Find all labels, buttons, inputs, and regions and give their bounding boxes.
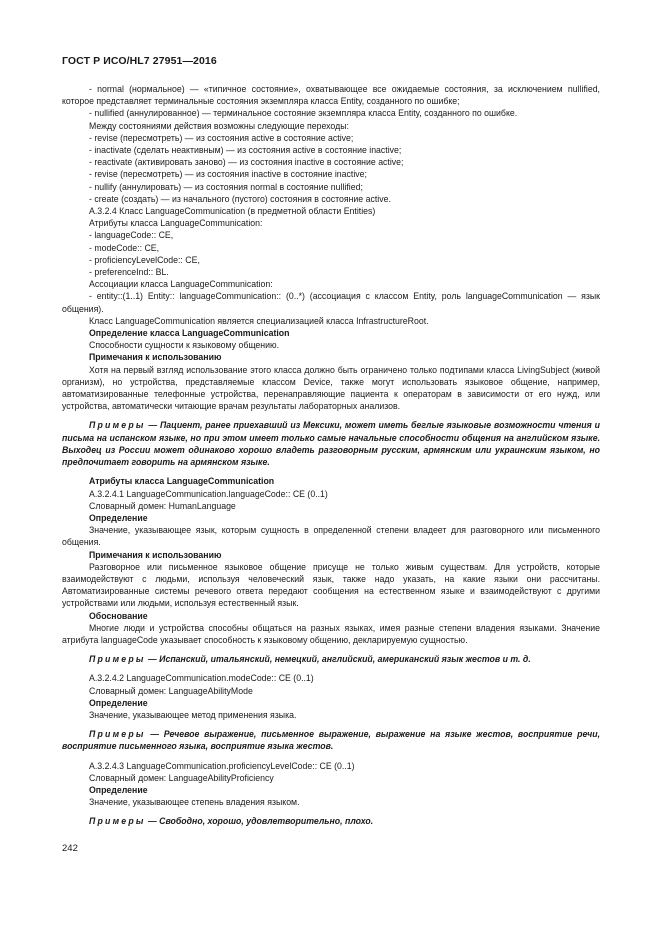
- document-body: [62, 83, 600, 828]
- example-text: — Речевое выражение, письменное выражение, выражение на языке жестов, восприятие речи, восприятие письменного языка, восприятие языка жестов.: [62, 729, 600, 752]
- example-text: — Пациент, ранее приехавший из Мексики, может иметь беглые языковые возможности чтения и письма на испанском языке, но при этом имеет только самые начальные способности общения на английском языке. Выходец из России может одинаково хорошо владеть разговорным русским, армянским или украинским языком, но предпочитает говорить на армянском языке.: [62, 420, 600, 468]
- paragraph: Многие люди и устройства способны общаться на разных языках, имея разные степени владения языками. Значение атрибута languageCode указывает способность к языковому общению, декларируемую сущностью.: [62, 622, 600, 645]
- paragraph: Между состояниями действия возможны следующие переходы:: [89, 120, 349, 131]
- example-label: Примеры: [89, 654, 146, 665]
- list-item: - create (создать) — из начального (пустого) состояния в состояние active.: [89, 193, 391, 204]
- subheading: Обоснование: [89, 610, 148, 621]
- subheading: Определение: [89, 512, 148, 523]
- example-label: Примеры: [89, 420, 146, 431]
- section-heading: А.3.2.4.2 LanguageCommunication.modeCode:: CE (0..1): [89, 673, 314, 684]
- paragraph: Словарный домен: LanguageAbilityMode: [89, 685, 253, 696]
- subheading: Определение: [89, 697, 148, 708]
- list-item: - revise (пересмотреть) — из состояния inactive в состояние inactive;: [89, 169, 367, 180]
- section-heading: А.3.2.4.3 LanguageCommunication.proficiencyLevelCode:: CE (0..1): [89, 760, 355, 771]
- subheading: Примечания к использованию: [89, 549, 222, 560]
- list-item: - revise (пересмотреть) — из состояния active в состояние active;: [89, 132, 354, 143]
- section-heading: А.3.2.4 Класс LanguageCommunication (в предметной области Entities): [89, 206, 376, 217]
- example-note: [62, 419, 600, 468]
- list-item: - reactivate (активировать заново) — из состояния inactive в состояние active;: [89, 157, 404, 168]
- paragraph: Способности сущности к языковому общению.: [89, 340, 280, 351]
- list-item: - preferenceInd:: BL.: [89, 267, 169, 278]
- paragraph: Ассоциации класса LanguageCommunication:: [89, 279, 273, 290]
- subheading: Примечания к использованию: [89, 352, 222, 363]
- page-number: 242: [62, 843, 78, 854]
- list-item: - modeCode:: CE,: [89, 242, 160, 253]
- paragraph: Словарный домен: LanguageAbilityProficiency: [89, 772, 274, 783]
- example-text: — Свободно, хорошо, удовлетворительно, плохо.: [145, 816, 374, 827]
- subheading: Атрибуты класса LanguageCommunication: [89, 476, 275, 487]
- example-note: [62, 815, 600, 827]
- paragraph: Словарный домен: HumanLanguage: [89, 500, 236, 511]
- list-item: - entity::(1..1) Entity:: languageCommunication:: (0..*) (ассоциация с классом Entity, роль languageCommunication — язык общения).: [62, 291, 600, 314]
- paragraph: Значение, указывающее метод применения языка.: [89, 709, 297, 720]
- example-label: Примеры: [89, 816, 146, 827]
- paragraph: - normal (нормальное) — «типичное состояние», охватывающее все ожидаемые состояния, за исключением nullified, которое представляет терминальные состояния экземпляра класса Entity, созданного по ошибке;: [62, 84, 600, 107]
- paragraph: Значение, указывающее язык, которым сущность в определенной степени владеет для разговорного или письменного общения.: [62, 525, 600, 548]
- document-page: [62, 55, 600, 828]
- section-heading: А.3.2.4.1 LanguageCommunication.languageCode:: CE (0..1): [89, 488, 328, 499]
- document-header: ГОСТ Р ИСО/HL7 27951—2016: [62, 55, 217, 67]
- example-note: [62, 653, 600, 665]
- paragraph: Хотя на первый взгляд использование этого класса должно быть ограничено только подтипами класса LivingSubject (живой организм), но устройства, представляемые классом Device, также могут использовать языковое общение, например, автоматизированные телефонные устройства, перенаправляющие пациента к операторам в зависимости от его нужд, или устройства, автоматически читающие врачам результаты лабораторных анализов.: [62, 364, 600, 412]
- list-item: - nullify (аннулировать) — из состояния normal в состояние nullified;: [89, 181, 363, 192]
- paragraph: Атрибуты класса LanguageCommunication:: [89, 218, 263, 229]
- list-item: - languageCode:: CE,: [89, 230, 174, 241]
- paragraph: - nullified (аннулированное) — терминальное состояние экземпляра класса Entity, созданного по ошибке.: [89, 108, 518, 119]
- list-item: - proficiencyLevelCode:: CE,: [89, 254, 200, 265]
- paragraph: Класс LanguageCommunication является специализацией класса InfrastructureRoot.: [89, 315, 429, 326]
- subheading: Определение класса LanguageCommunication: [89, 328, 290, 339]
- example-label: Примеры: [89, 729, 146, 740]
- example-note: [62, 728, 600, 752]
- example-text: — Испанский, итальянский, немецкий, английский, американский язык жестов и т. д.: [145, 654, 531, 665]
- paragraph: Значение, указывающее степень владения языком.: [89, 797, 300, 808]
- paragraph: Разговорное или письменное языковое общение присуще не только живым существам. Для устройств, которые взаимодействуют с людьми, используя человеческий язык, также надо указать, на какие языки они рассчитаны. Автоматизированные системы речевого ответа передают сообщения на естественном языке и взаимодействуют с другими устройствами или людьми, используя естественный язык.: [62, 561, 600, 609]
- subheading: Определение: [89, 784, 148, 795]
- list-item: - inactivate (сделать неактивным) — из состояния active в состояние inactive;: [89, 145, 402, 156]
